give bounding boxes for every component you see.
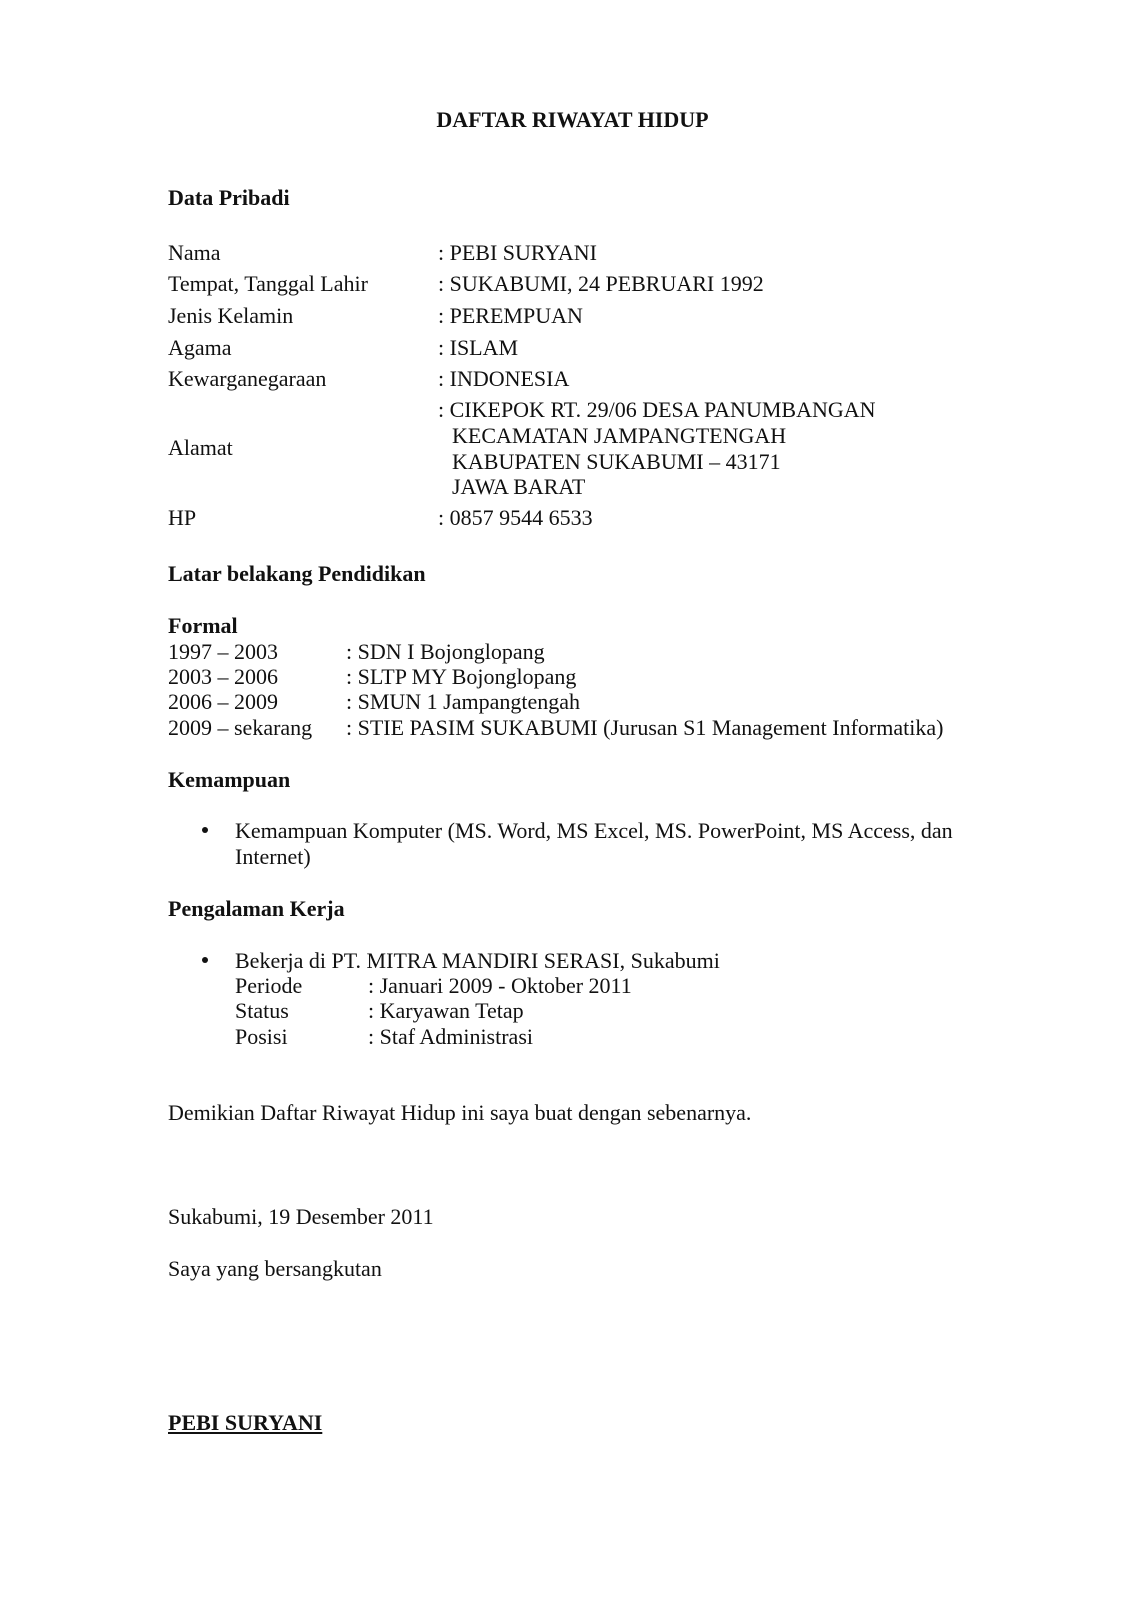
personal-label-religion: Agama — [168, 335, 232, 360]
education-period: 1997 – 2003 — [168, 639, 278, 664]
experience-detail-value: : Karyawan Tetap — [368, 998, 524, 1023]
education-heading: Latar belakang Pendidikan — [168, 561, 426, 586]
experience-detail-label: Status — [235, 998, 289, 1023]
personal-heading: Data Pribadi — [168, 185, 290, 210]
education-school: : SDN I Bojonglopang — [346, 639, 545, 664]
personal-value-citizenship: : INDONESIA — [438, 366, 570, 391]
closing-statement: Demikian Daftar Riwayat Hidup ini saya buat dengan sebenarnya. — [168, 1100, 752, 1125]
bullet-icon — [202, 827, 208, 833]
skills-item-line: Kemampuan Komputer (MS. Word, MS Excel, MS. PowerPoint, MS Access, dan — [235, 818, 953, 843]
education-period: 2006 – 2009 — [168, 689, 278, 714]
address-line: : CIKEPOK RT. 29/06 DESA PANUMBANGAN — [438, 397, 876, 422]
education-school: : STIE PASIM SUKABUMI (Jurusan S1 Management Informatika) — [346, 715, 944, 740]
experience-detail-value: : Staf Administrasi — [368, 1024, 533, 1049]
personal-label-address: Alamat — [168, 435, 233, 460]
address-line: KECAMATAN JAMPANGTENGAH — [452, 423, 787, 448]
personal-value-birth: : SUKABUMI, 24 PEBRUARI 1992 — [438, 271, 764, 296]
signer-name: PEBI SURYANI — [168, 1410, 323, 1435]
personal-label-gender: Jenis Kelamin — [168, 303, 294, 328]
address-line: JAWA BARAT — [452, 474, 586, 499]
personal-label-name: Nama — [168, 240, 221, 265]
bullet-icon — [202, 957, 208, 963]
experience-detail-label: Posisi — [235, 1024, 288, 1049]
education-period: 2009 – sekarang — [168, 715, 313, 740]
personal-value-name: : PEBI SURYANI — [438, 240, 597, 265]
personal-value-gender: : PEREMPUAN — [438, 303, 583, 328]
personal-label-citizenship: Kewarganegaraan — [168, 366, 327, 391]
personal-value-phone: : 0857 9544 6533 — [438, 505, 593, 530]
experience-detail-label: Periode — [235, 973, 303, 998]
experience-detail-value: : Januari 2009 - Oktober 2011 — [368, 973, 632, 998]
personal-value-religion: : ISLAM — [438, 335, 519, 360]
experience-job: Bekerja di PT. MITRA MANDIRI SERASI, Sukabumi — [235, 948, 720, 973]
personal-label-phone: HP — [168, 505, 197, 530]
education-school: : SLTP MY Bojonglopang — [346, 664, 577, 689]
personal-label-birth: Tempat, Tanggal Lahir — [168, 271, 368, 296]
experience-heading: Pengalaman Kerja — [168, 896, 345, 921]
education-school: : SMUN 1 Jampangtengah — [346, 689, 581, 714]
address-line: KABUPATEN SUKABUMI – 43171 — [452, 449, 781, 474]
skills-item-line: Internet) — [235, 844, 311, 869]
signer-label: Saya yang bersangkutan — [168, 1256, 382, 1281]
education-subheading: Formal — [168, 613, 238, 638]
document-title: DAFTAR RIWAYAT HIDUP — [436, 107, 709, 132]
skills-heading: Kemampuan — [168, 767, 291, 792]
education-period: 2003 – 2006 — [168, 664, 278, 689]
place-date: Sukabumi, 19 Desember 2011 — [168, 1204, 434, 1229]
